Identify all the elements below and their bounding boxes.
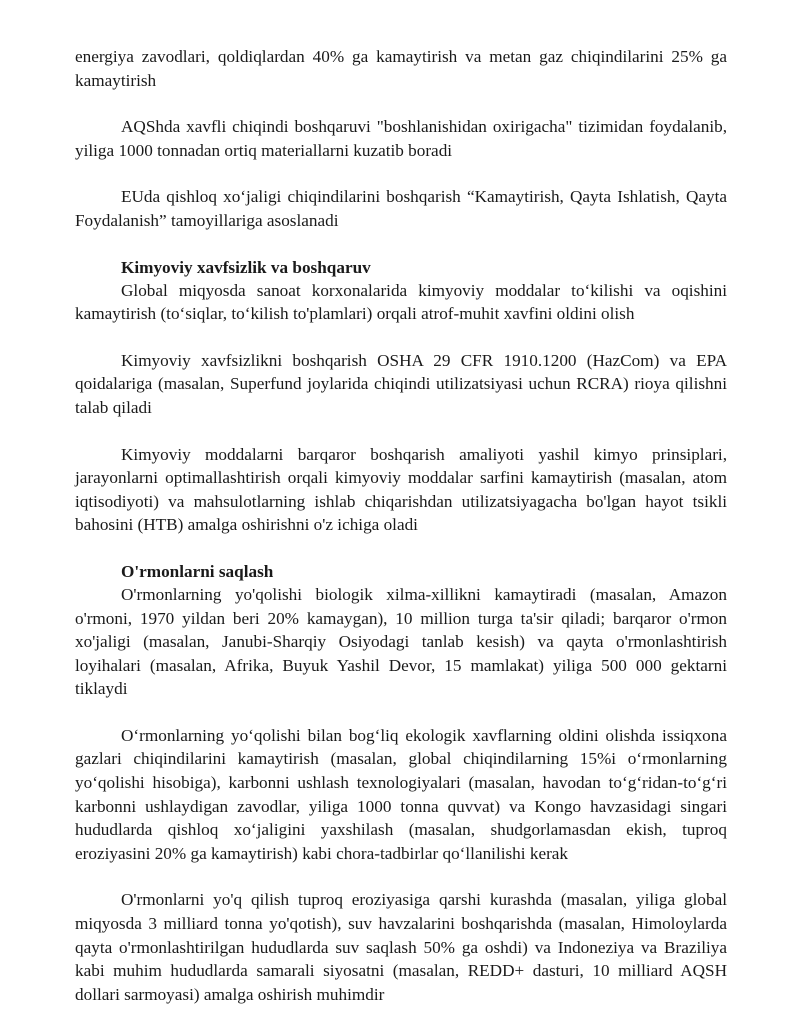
paragraph: O‘rmonlarning yo‘qolishi bilan bog‘liq ekologik xavflarning oldini olishda issiqxona gazlari chiqindilarini kamaytirish (masalan, global chiqindilarning 15%i o‘rmonlarning yo‘qolishi hisobiga), karbonni ushlash texnologiyalari (masalan, havodan to‘g‘ridan-to‘g‘ri karbonni ushlaydigan zavodlar, yiliga 1000 tonna quvvat) va Kongo havzasidagi singari hududlarda qishloq xo‘jaligini yaxshilash (masalan, shudgorlamasdan ekish, tuproq eroziyasini 20% ga kamaytirish) kabi chora-tadbirlar qo‘llanilishi kerak bbox=[75, 725, 727, 863]
paragraph: Kimyoviy xavfsizlikni boshqarish OSHA 29 CFR 1910.1200 (HazCom) va EPA qoidalariga (masalan, Superfund joylarida chiqindi utilizatsiyasi uchun RCRA) rioya qilishni talab qiladi bbox=[75, 350, 727, 417]
paragraph: AQShda xavfli chiqindi boshqaruvi "boshlanishidan oxirigacha" tizimidan foydalanib, yiliga 1000 tonnadan ortiq materiallarni kuzatib boradi bbox=[75, 117, 727, 160]
paragraph-continued: energiya zavodlari, qoldiqlardan 40% ga kamaytirish va metan gaz chiqindilarini 25% ga kamaytirish bbox=[75, 47, 727, 90]
paragraph: O'rmonlarning yo'qolishi biologik xilma-xillikni kamaytiradi (masalan, Amazon o'rmoni, 1970 yildan beri 20% kamaygan), 10 million turga ta'sir qiladi; barqaror o'rmon xo'jaligi (masalan, Janubi-Sharqiy Osiyodagi tanlab kesish) va qayta o'rmonlashtirish loyihalari (masalan, Afrika, Buyuk Yashil Devor, 15 mamlakat) yiliga 500 000 gektarni tiklaydi bbox=[75, 584, 727, 699]
section-heading: Kimyoviy xavfsizlik va boshqaruv bbox=[121, 257, 371, 277]
paragraph: Kimyoviy moddalarni barqaror boshqarish amaliyoti yashil kimyo prinsiplari, jarayonlarni optimallashtirish orqali kimyoviy moddalar sarfini kamaytirish (masalan, atom iqtisodiyoti) va mahsulotlarning ishlab chiqarishdan utilizatsiyagacha bo'lgan hayot tsikli bahosini (HTB) amalga oshirishni o'z ichiga oladi bbox=[75, 444, 727, 535]
paragraph: Global miqyosda sanoat korxonalarida kimyoviy moddalar to‘kilishi va oqishini kamaytirish (to‘siqlar, to‘kilish to'plamlari) orqali atrof-muhit xavfini oldini olish bbox=[75, 280, 727, 324]
section-heading: O'rmonlarni saqlash bbox=[121, 561, 274, 581]
paragraph: O'rmonlarni yo'q qilish tuproq eroziyasiga qarshi kurashda (masalan, yiliga global miqyosda 3 milliard tonna yo'qotish), suv havzalarini boshqarishda (masalan, Himoloylarda qayta o'rmonlashtirilgan hududlarda suv saqlash 50% ga oshdi) va Indoneziya va Braziliya kabi muhim hududlarda samarali siyosatni (masalan, REDD+ dasturi, 10 milliard AQSH dollari sarmoyasi) amalga oshirish muhimdir bbox=[75, 890, 727, 1004]
document-body bbox=[75, 45, 727, 1006]
paragraph: EUda qishloq xo‘jaligi chiqindilarini boshqarish “Kamaytirish, Qayta Ishlatish, Qayta Foydalanish” tamoyillariga asoslanadi bbox=[75, 187, 727, 230]
